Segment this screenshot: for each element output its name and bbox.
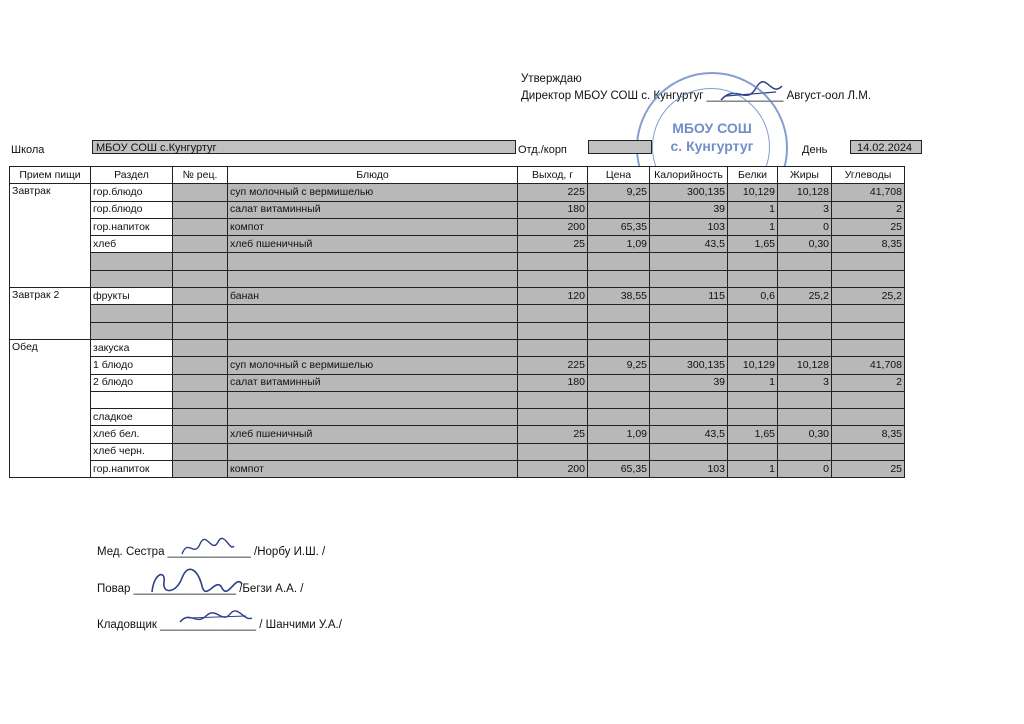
nurse-signature — [178, 536, 238, 560]
col-weight: Выход, г — [518, 167, 588, 184]
cell-kcal[interactable] — [650, 391, 728, 408]
cell-dish[interactable]: суп молочный с вермишелью — [228, 357, 518, 374]
cell-section: сладкое — [91, 409, 173, 426]
cell-recipe[interactable] — [173, 218, 228, 235]
cell-section: гор.блюдо — [91, 201, 173, 218]
director-name: Август-оол Л.М. — [786, 90, 872, 102]
cell-kcal[interactable]: 39 — [650, 201, 728, 218]
table-row — [10, 357, 905, 374]
table-row — [10, 236, 905, 253]
cell-protein[interactable] — [728, 322, 778, 339]
cell-protein[interactable] — [728, 305, 778, 322]
cell-kcal[interactable] — [650, 253, 728, 270]
cell-dish[interactable] — [228, 305, 518, 322]
cell-dish[interactable]: суп молочный с вермишелью — [228, 184, 518, 201]
cell-dish[interactable]: хлеб пшеничный — [228, 426, 518, 443]
cell-recipe[interactable] — [173, 305, 228, 322]
cell-price[interactable]: 9,25 — [588, 184, 650, 201]
cell-carbs[interactable] — [832, 391, 905, 408]
storekeeper-signature — [176, 606, 256, 630]
cell-protein[interactable]: 0,6 — [728, 288, 778, 305]
cell-fat[interactable]: 10,128 — [778, 357, 832, 374]
cell-protein[interactable]: 1,65 — [728, 426, 778, 443]
col-dish: Блюдо — [228, 167, 518, 184]
cell-kcal[interactable]: 43,5 — [650, 236, 728, 253]
cell-dish[interactable] — [228, 253, 518, 270]
cell-weight[interactable]: 180 — [518, 374, 588, 391]
nurse-label: Мед. Сестра — [97, 546, 165, 558]
cell-protein[interactable]: 1 — [728, 461, 778, 478]
cell-carbs[interactable]: 25 — [832, 218, 905, 235]
cell-price[interactable]: 38,55 — [588, 288, 650, 305]
col-price: Цена — [588, 167, 650, 184]
cell-weight[interactable]: 180 — [518, 201, 588, 218]
cell-price[interactable] — [588, 443, 650, 460]
cell-section: гор.блюдо — [91, 184, 173, 201]
cell-kcal[interactable] — [650, 443, 728, 460]
cell-fat[interactable] — [778, 391, 832, 408]
cell-price[interactable]: 1,09 — [588, 426, 650, 443]
cell-fat[interactable]: 0,30 — [778, 236, 832, 253]
cell-fat[interactable]: 0 — [778, 218, 832, 235]
school-field[interactable]: МБОУ СОШ с.Кунгуртуг — [92, 140, 516, 154]
cell-carbs[interactable] — [832, 253, 905, 270]
cell-kcal[interactable] — [650, 339, 728, 356]
cell-recipe[interactable] — [173, 322, 228, 339]
cell-price[interactable] — [588, 253, 650, 270]
cell-protein[interactable] — [728, 270, 778, 287]
table-row — [10, 409, 905, 426]
day-label: День — [802, 144, 828, 156]
cell-section[interactable] — [91, 305, 173, 322]
table-row — [10, 184, 905, 201]
col-kcal: Калорийность — [650, 167, 728, 184]
cell-protein[interactable]: 1 — [728, 218, 778, 235]
cell-weight[interactable] — [518, 253, 588, 270]
storekeeper-name: / Шанчими У.А./ — [259, 619, 342, 631]
cell-price[interactable] — [588, 305, 650, 322]
cell-carbs[interactable]: 41,708 — [832, 357, 905, 374]
cell-kcal[interactable] — [650, 305, 728, 322]
cell-fat[interactable] — [778, 305, 832, 322]
col-meal: Прием пищи — [10, 167, 91, 184]
cell-fat[interactable]: 3 — [778, 201, 832, 218]
table-row — [10, 288, 905, 305]
dept-label: Отд./корп — [518, 144, 567, 156]
cell-carbs[interactable] — [832, 322, 905, 339]
cell-recipe[interactable] — [173, 426, 228, 443]
menu-table — [9, 166, 905, 478]
table-row — [10, 218, 905, 235]
cell-weight[interactable]: 200 — [518, 461, 588, 478]
cell-weight[interactable]: 225 — [518, 184, 588, 201]
cell-fat[interactable]: 0 — [778, 461, 832, 478]
nurse-name: /Норбу И.Ш. / — [254, 546, 326, 558]
cell-kcal[interactable]: 39 — [650, 374, 728, 391]
cook-label: Повар — [97, 583, 131, 595]
meal-lunch: Обед — [10, 339, 91, 477]
cell-carbs[interactable]: 2 — [832, 201, 905, 218]
cell-section — [91, 391, 173, 408]
cell-weight[interactable] — [518, 339, 588, 356]
cell-protein[interactable] — [728, 339, 778, 356]
table-row — [10, 391, 905, 408]
cell-kcal[interactable] — [650, 270, 728, 287]
cell-weight[interactable]: 25 — [518, 236, 588, 253]
cell-protein[interactable] — [728, 253, 778, 270]
cell-recipe[interactable] — [173, 357, 228, 374]
school-label: Школа — [11, 144, 45, 156]
cell-carbs[interactable]: 8,35 — [832, 236, 905, 253]
table-row-empty — [10, 270, 905, 287]
table-row — [10, 461, 905, 478]
table-row — [10, 374, 905, 391]
cell-section: 2 блюдо — [91, 374, 173, 391]
cell-price[interactable] — [588, 201, 650, 218]
cell-dish[interactable] — [228, 322, 518, 339]
cell-dish[interactable]: компот — [228, 461, 518, 478]
cell-recipe[interactable] — [173, 253, 228, 270]
cell-dish[interactable]: салат витаминный — [228, 374, 518, 391]
director-title: Директор МБОУ СОШ с. Кунгуртуг — [521, 90, 704, 102]
col-section: Раздел — [91, 167, 173, 184]
cell-kcal[interactable]: 115 — [650, 288, 728, 305]
stamp-line2: с. Кунгуртуг — [670, 138, 754, 154]
cell-weight[interactable]: 200 — [518, 218, 588, 235]
cell-recipe[interactable] — [173, 461, 228, 478]
cell-kcal[interactable] — [650, 322, 728, 339]
cell-section: гор.напиток — [91, 218, 173, 235]
table-row — [10, 443, 905, 460]
cell-carbs[interactable]: 2 — [832, 374, 905, 391]
approval-title: Утверждаю — [521, 73, 582, 85]
col-carbs: Углеводы — [832, 167, 905, 184]
cell-fat[interactable]: 10,128 — [778, 184, 832, 201]
cell-fat[interactable] — [778, 409, 832, 426]
cell-protein[interactable]: 10,129 — [728, 357, 778, 374]
cell-price[interactable]: 9,25 — [588, 357, 650, 374]
cook-signature — [146, 566, 246, 598]
cell-carbs[interactable] — [832, 305, 905, 322]
table-row — [10, 426, 905, 443]
cell-recipe[interactable] — [173, 391, 228, 408]
cell-protein[interactable] — [728, 391, 778, 408]
cell-recipe[interactable] — [173, 201, 228, 218]
cell-weight[interactable] — [518, 443, 588, 460]
cell-kcal[interactable]: 103 — [650, 461, 728, 478]
cell-carbs[interactable] — [832, 443, 905, 460]
cell-weight[interactable]: 120 — [518, 288, 588, 305]
cell-recipe[interactable] — [173, 184, 228, 201]
cell-section: хлеб — [91, 236, 173, 253]
day-field[interactable]: 14.02.2024 — [850, 140, 922, 154]
cell-weight[interactable] — [518, 391, 588, 408]
cell-kcal[interactable]: 103 — [650, 218, 728, 235]
nurse-line: _____________ — [167, 546, 251, 558]
storekeeper-line: _______________ — [160, 619, 257, 631]
cell-price[interactable]: 1,09 — [588, 236, 650, 253]
cell-carbs[interactable] — [832, 270, 905, 287]
cell-price[interactable] — [588, 391, 650, 408]
col-recipe: № рец. — [173, 167, 228, 184]
cell-protein[interactable]: 1 — [728, 374, 778, 391]
cell-price[interactable] — [588, 270, 650, 287]
cell-section: гор.напиток — [91, 461, 173, 478]
cell-dish[interactable]: салат витаминный — [228, 201, 518, 218]
stamp-line1: МБОУ СОШ — [672, 120, 752, 136]
cell-recipe[interactable] — [173, 288, 228, 305]
cell-section[interactable] — [91, 253, 173, 270]
cell-price[interactable]: 65,35 — [588, 218, 650, 235]
cell-dish[interactable]: банан — [228, 288, 518, 305]
cook-line: ________________ — [133, 583, 236, 595]
cell-fat[interactable]: 0,30 — [778, 426, 832, 443]
cell-recipe[interactable] — [173, 443, 228, 460]
meal-breakfast2: Завтрак 2 — [10, 288, 91, 340]
cell-carbs[interactable]: 25,2 — [832, 288, 905, 305]
cook-name: /Бегзи А.А. / — [239, 583, 304, 595]
cell-weight[interactable] — [518, 305, 588, 322]
cell-fat[interactable]: 25,2 — [778, 288, 832, 305]
cell-price[interactable]: 65,35 — [588, 461, 650, 478]
meal-breakfast: Завтрак — [10, 184, 91, 288]
cell-kcal[interactable]: 300,135 — [650, 357, 728, 374]
cell-fat[interactable] — [778, 322, 832, 339]
cell-weight[interactable]: 25 — [518, 426, 588, 443]
cell-protein[interactable]: 1,65 — [728, 236, 778, 253]
col-protein: Белки — [728, 167, 778, 184]
cell-price[interactable] — [588, 322, 650, 339]
cell-carbs[interactable] — [832, 339, 905, 356]
cell-protein[interactable]: 1 — [728, 201, 778, 218]
cell-price[interactable] — [588, 409, 650, 426]
cell-dish[interactable]: компот — [228, 218, 518, 235]
cell-section: фрукты — [91, 288, 173, 305]
cell-dish[interactable] — [228, 270, 518, 287]
cell-recipe[interactable] — [173, 270, 228, 287]
col-fat: Жиры — [778, 167, 832, 184]
cell-recipe[interactable] — [173, 236, 228, 253]
table-row-empty — [10, 253, 905, 270]
cell-recipe[interactable] — [173, 374, 228, 391]
cell-recipe[interactable] — [173, 409, 228, 426]
cell-carbs[interactable]: 41,708 — [832, 184, 905, 201]
table-header-row — [10, 167, 905, 184]
cell-weight[interactable] — [518, 322, 588, 339]
cell-weight[interactable]: 225 — [518, 357, 588, 374]
cell-dish[interactable] — [228, 409, 518, 426]
table-row-empty — [10, 305, 905, 322]
cell-recipe[interactable] — [173, 339, 228, 356]
cell-carbs[interactable]: 25 — [832, 461, 905, 478]
cell-kcal[interactable]: 300,135 — [650, 184, 728, 201]
cell-weight[interactable] — [518, 409, 588, 426]
table-row — [10, 201, 905, 218]
cell-dish[interactable]: хлеб пшеничный — [228, 236, 518, 253]
cell-price[interactable] — [588, 374, 650, 391]
cell-protein[interactable] — [728, 409, 778, 426]
cell-section[interactable] — [91, 270, 173, 287]
cell-section: хлеб бел. — [91, 426, 173, 443]
cell-dish[interactable] — [228, 391, 518, 408]
cell-dish[interactable] — [228, 339, 518, 356]
table-row — [10, 339, 905, 356]
cell-section: хлеб черн. — [91, 443, 173, 460]
cell-kcal[interactable]: 43,5 — [650, 426, 728, 443]
cell-fat[interactable]: 3 — [778, 374, 832, 391]
cell-section[interactable] — [91, 322, 173, 339]
cell-dish[interactable] — [228, 443, 518, 460]
table-row-empty — [10, 322, 905, 339]
cell-weight[interactable] — [518, 270, 588, 287]
storekeeper-label: Кладовщик — [97, 619, 157, 631]
dept-field[interactable] — [588, 140, 652, 154]
cell-protein[interactable] — [728, 443, 778, 460]
cell-fat[interactable] — [778, 443, 832, 460]
cell-price[interactable] — [588, 339, 650, 356]
cell-carbs[interactable]: 8,35 — [832, 426, 905, 443]
cell-fat[interactable] — [778, 339, 832, 356]
cell-carbs[interactable] — [832, 409, 905, 426]
cell-fat[interactable] — [778, 270, 832, 287]
cell-protein[interactable]: 10,129 — [728, 184, 778, 201]
director-signature-line: ____________ — [706, 90, 784, 102]
cell-section: закуска — [91, 339, 173, 356]
cell-kcal[interactable] — [650, 409, 728, 426]
cell-section: 1 блюдо — [91, 357, 173, 374]
cell-fat[interactable] — [778, 253, 832, 270]
